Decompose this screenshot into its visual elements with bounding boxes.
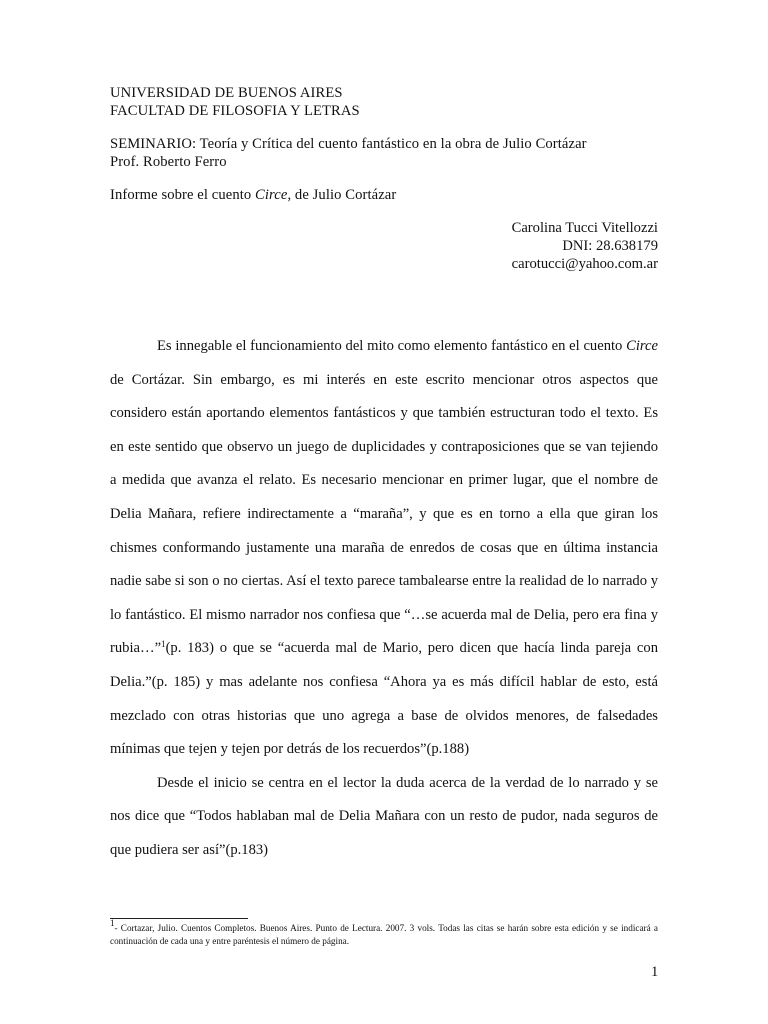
paragraph-2: Desde el inicio se centra en el lector la duda acerca de la verdad de lo narrado y se nos dice que “Todos hablaban mal de Delia Mañara con un resto de pudor, nada seguros de que pudiera ser así”(p.183)	[110, 774, 658, 858]
paragraph-1-end: (p. 183) o que se “acuerda mal de Mario, pero dicen que hacía linda pareja con Delia.”(p. 185) y mas adelante nos confiesa “Ahora ya es más difícil hablar de esto, está mezclado con otras historias que uno agrega a base de olvidos menores, de falsedades mínimas que tejen y tejen por detrás de los recuerdos”(p.188)	[110, 640, 658, 758]
paragraph-1	[110, 330, 658, 767]
author-dni: DNI: 28.638179	[562, 238, 658, 254]
footnote-separator	[110, 918, 248, 919]
faculty-name: FACULTAD DE FILOSOFIA Y LETRAS	[110, 103, 360, 119]
footnote	[110, 918, 658, 947]
author-email: carotucci@yahoo.com.ar	[511, 256, 658, 272]
footnote-reference: 1	[161, 639, 166, 650]
footnote-text: - Cortazar, Julio. Cuentos Completos. Buenos Aires. Punto de Lectura. 2007. 3 vols. Todas las citas se harán sobre esta edición y se indicará a continuación de cada una y entre paréntesis el número de página.	[110, 923, 658, 946]
footnote-marker: 1	[110, 918, 115, 928]
author-name: Carolina Tucci Vitellozzi	[511, 220, 658, 236]
university-name: UNIVERSIDAD DE BUENOS AIRES	[110, 85, 343, 101]
report-story-title: Circe	[255, 187, 288, 203]
professor-name: Prof. Roberto Ferro	[110, 154, 227, 170]
paragraph-1-middle: de Cortázar. Sin embargo, es mi interés en este escrito mencionar otros aspectos que considero están aportando elementos fantásticos y que también estructuran todo el texto. Es en este sentido que observo un juego de duplicidades y contraposiciones que se van tejiendo a medida que avanza el relato. Es necesario mencionar en primer lugar, que el nombre de Delia Mañara, refiere indirectamente a “maraña”, y que es en torno a ella que giran los chismes conformando justamente una maraña de enredos de cosas que en última instancia nadie sabe si son o no ciertas. Así el texto parece tambalearse entre la realidad de lo narrado y lo fantástico. El mismo narrador nos confiesa que “…se acuerda mal de Delia, pero era fina y rubia…”	[110, 371, 658, 657]
report-title-suffix: , de Julio Cortázar	[287, 187, 397, 203]
report-title	[110, 186, 396, 204]
story-title-circe: Circe	[626, 338, 658, 354]
seminar-title: SEMINARIO: Teoría y Crítica del cuento fantástico en la obra de Julio Cortázar	[110, 136, 587, 152]
page-number: 1	[651, 964, 659, 980]
report-title-prefix: Informe sobre el cuento	[110, 187, 256, 203]
essay-body	[110, 330, 658, 868]
paragraph-1-start: Es innegable el funcionamiento del mito como elemento fantástico en el cuento	[157, 338, 627, 354]
